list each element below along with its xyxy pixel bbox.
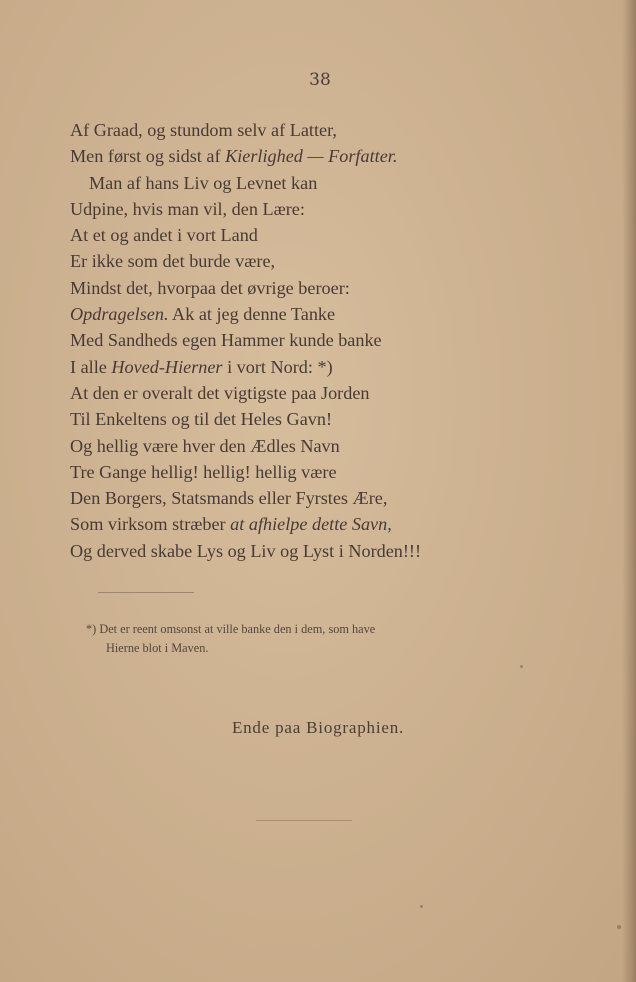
verse-text: Ak at jeg denne Tanke — [168, 304, 336, 325]
end-rule — [256, 820, 352, 821]
page-edge-shadow — [622, 0, 636, 982]
verse-text: Tre Gange hellig! hellig! hellig være — [70, 461, 337, 482]
verse-text: Og derved skabe Lys og Liv og Lyst i Norden!!! — [70, 540, 422, 561]
verse-line — [70, 354, 570, 380]
verse-line — [70, 196, 570, 222]
verse-line — [70, 485, 570, 511]
verse-line — [70, 380, 570, 406]
footnote-line: *) Det er reent omsonst at ville banke den i dem, som have — [86, 622, 376, 636]
verse-text: Og hellig være hver den Ædles Navn — [70, 435, 340, 456]
verse-text: Men først og sidst af — [70, 146, 226, 167]
verse-line — [70, 459, 570, 485]
verse-line — [70, 170, 570, 196]
verse-line — [70, 327, 570, 353]
verse-line — [70, 538, 570, 564]
page-number: 38 — [309, 70, 331, 90]
verse-line — [70, 222, 570, 248]
verse-text: i vort Nord: *) — [222, 356, 333, 377]
verse-line — [70, 406, 570, 432]
verse-line — [70, 511, 570, 537]
verse-text: Af Graad, og stundom selv af Latter, — [70, 120, 337, 140]
verse-line — [70, 143, 570, 169]
poem-verse — [70, 117, 570, 564]
verse-text: Til Enkeltens og til det Heles Gavn! — [70, 409, 333, 430]
paper-speck — [420, 905, 423, 908]
verse-emphasis: Hoved-Hierner — [111, 356, 223, 377]
verse-line — [70, 275, 570, 301]
verse-emphasis: at afhielpe dette Savn, — [230, 514, 392, 535]
ending-line: Ende paa Biographien. — [231, 718, 405, 737]
paper-speck — [617, 925, 621, 929]
verse-text: Med Sandheds egen Hammer kunde banke — [70, 330, 382, 351]
verse-text: Man af hans Liv og Levnet kan — [89, 172, 318, 193]
verse-text: Udpine, hvis man vil, den Lære: — [70, 198, 305, 219]
verse-text: Som virksom stræber — [70, 514, 231, 535]
verse-line — [70, 433, 570, 459]
footnote-separator-rule — [98, 592, 194, 593]
paper-speck — [520, 665, 523, 668]
verse-text: At et og andet i vort Land — [70, 225, 258, 246]
verse-text: At den er overalt det vigtigste paa Jorden — [70, 382, 370, 403]
verse-text: I alle — [70, 356, 112, 377]
verse-emphasis: Opdragelsen. — [70, 304, 169, 325]
verse-line — [70, 248, 570, 274]
verse-text: Den Borgers, Statsmands eller Fyrstes Ære, — [70, 488, 388, 509]
verse-line — [70, 301, 570, 327]
footnote-line: Hierne blot i Maven. — [106, 641, 209, 655]
verse-line — [70, 117, 570, 143]
verse-text: Er ikke som det burde være, — [70, 251, 276, 272]
footnote — [86, 620, 576, 658]
verse-emphasis: Kierlighed — Forfatter. — [225, 146, 398, 167]
verse-text: Mindst det, hvorpaa det øvrige beroer: — [70, 277, 350, 298]
